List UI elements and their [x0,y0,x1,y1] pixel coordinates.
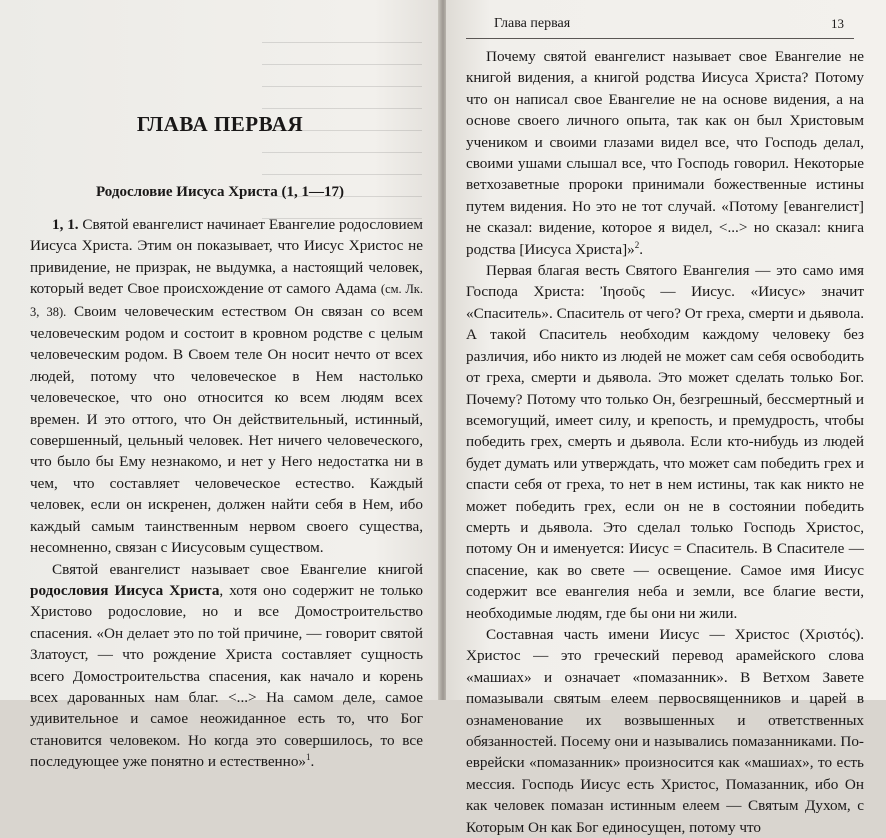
left-page-body [30,214,423,773]
footnote-marker: 1 [306,752,311,763]
bold-term: родословия Иисуса Христа [30,581,220,599]
page-number: 13 [831,16,844,31]
text-span: Своим человеческим естеством Он связан со всем человеческим родом и состоит в кровном родстве с целым человеческим родом. В Своем теле Он носит нечто от всех людей, потому что человеческое в Нем настолько человеческое, что оно относится ко всем людям всех времен. И это оттого, что Он действительный, истинный, совершенный, цельный человек. Нет ничего человеческого, что было бы Ему незнакомо, и нет у Него недостатка ни в чем, что составляет человеческое естество. Каждый человек, если он искренен, должен найти себя в Нем, ибо каждый самым таинственным нервом своего существа, несомненно, связан с Иисусовым существом. [30,302,423,557]
text-span: . [310,753,315,771]
scripture-reference: (см. Лк. 3, 38). [30,282,424,319]
bleed-through-texture [262,42,422,232]
text-span: Почему святой евангелист называет свое Евангелие не книгой видения, а книгой родства Иисуса Христа? Потому что он написал свое Евангелие не на основе видения, а на основе своего личного опыта, так как он был Христовым учеником и своими глазами видел все, что Господь делал, своими ушами слышал все, что Господь говорил. Некоторые ветхозаветные пророки принимали божественные истины путем видения. Но это не тот случай. «Потому [евангелист] не сказал: видение, которое я видел, <...> но сказал: книга родства [Иисуса Христа]» [466,48,864,258]
chapter-title: ГЛАВА ПЕРВАЯ [136,112,304,136]
text-span: , хотя оно содержит не только Христово родословие, но и все Домостроительство спасения. «Он делает это по той причине, — говорит святой Златоуст, — что рождение Христа составляет сущность всего Домостроительства спасения, как начало и корень всех дарованных нам благ. <...> На самом деле, самое удивительное и самое неожиданное есть то, что Бог становится человеком. Но когда это совершилось, то все последующее уже понятно и естественно» [30,581,423,771]
header-rule [466,38,854,39]
running-head: Глава первая [494,16,571,31]
paragraph: Первая благая весть Святого Евангелия — это само имя Господа Христа: Ἰησοῦς — Иисус. «Иисус» значит «Спаситель». Спаситель от чего? От греха, смерти и дьявола. А такой Спаситель необходим каждому человеку без различия, ибо никто из людей не может сам себя освободить от греха, смерти и дьявола. Это может сделать только Бог. Почему? Потому что только Он, безгрешный, бессмертный и всемогущий, имеет силу, и крепость, и премудрость, чтобы победить грех, смерть и дьявола. Если кто-нибудь из людей будет думать или утверждать, что может сам победить грех и спасти себя от греха, то нет в нем истины, так как никто не может победить грех, если он не в состоянии победить смерть и дьявола. Это сделал только Господь Христос, потому Он и именуется: Иисус = Спаситель. В Спасителе — спасение, как во свете — освещение. Самое имя Иисус содержит все евангелия неба и земли, все благие вести, необходимые людям, где бы они ни жили. [466,262,864,622]
paragraph [466,46,864,260]
footnote-marker: 2 [634,239,640,250]
right-page [446,0,886,836]
text-span: . [639,240,644,258]
section-title: Родословие Иисуса Христа (1, 1—17) [96,184,344,200]
text-span: Святой евангелист начинает Евангелие родословием Иисуса Христа. Этим он показывает, что Иисус Христос не привидение, не призрак, не выдумка, а настоящий человек, который ведет Свое происхождение от самого Адама [30,216,423,298]
left-page [0,0,440,771]
right-page-body [466,46,864,838]
paragraph [30,214,423,559]
verse-number: 1, 1. [52,216,79,233]
paragraph [30,559,423,773]
paragraph: Составная часть имени Иисус — Христос (Χριστός). Христос — это греческий перевод арамейского слова «машиах» и означает «помазанник». В Ветхом Завете помазывали святым елеем первосвященников и царей в ознаменование их возвышенных и ответственных обязанностей. Посему они и назывались помазанниками. По-еврейски «помазанник» произносится как «машиах», то есть мессия. Господь Иисус есть Христос, Помазанник, ибо Он как человек помазан истинным елеем — Святым Духом, с Которым Он как Бог единосущен, потому что [466,625,864,836]
text-span: Святой евангелист называет свое Евангелие книгой [52,560,423,578]
